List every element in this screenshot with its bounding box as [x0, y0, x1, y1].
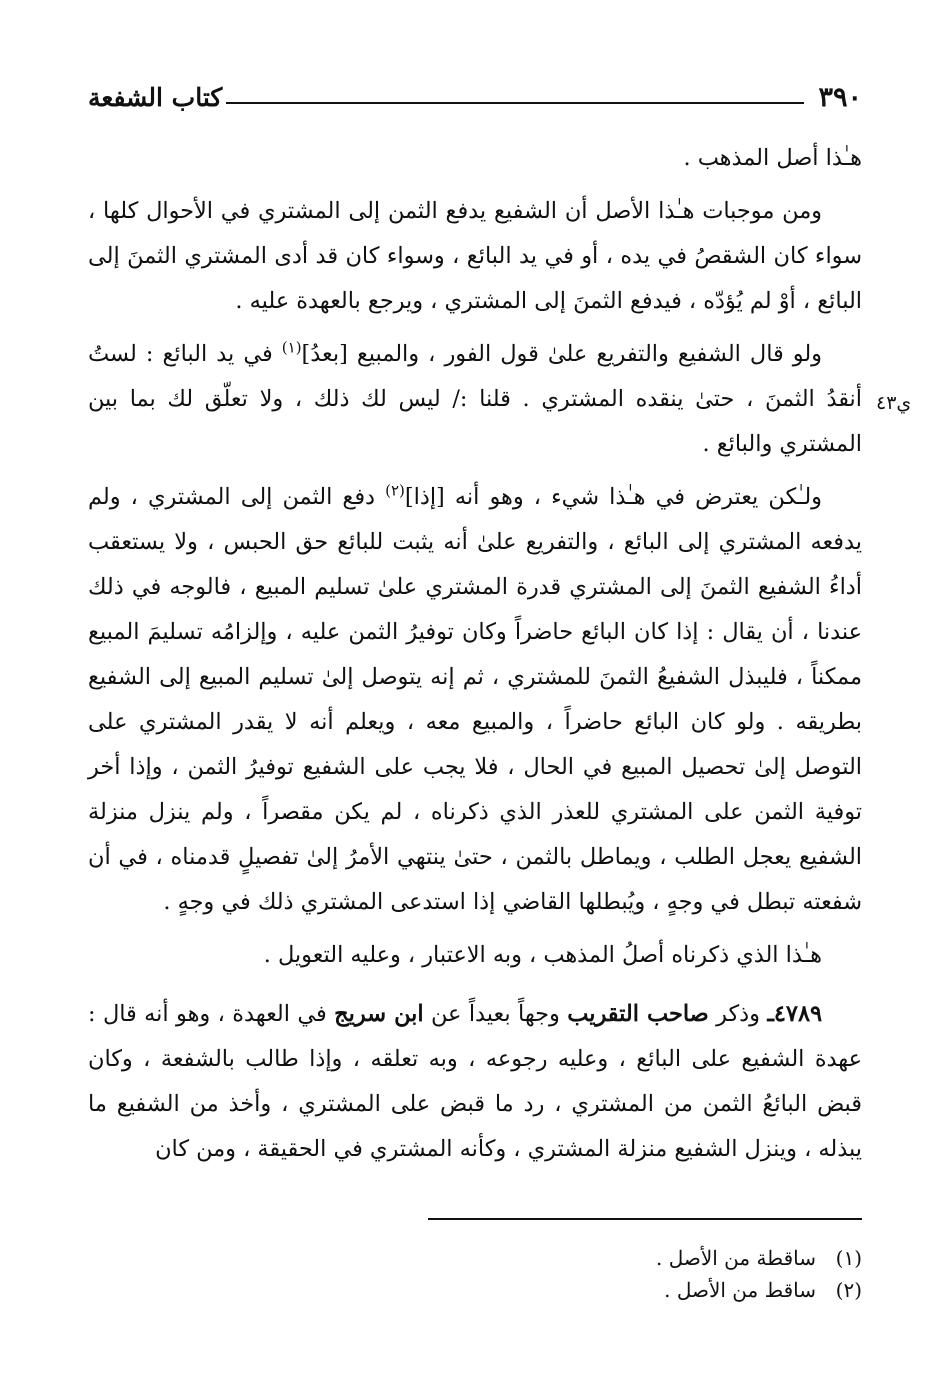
header-rule: [226, 102, 804, 104]
footnote-text: ساقط من الأصل .: [664, 1278, 816, 1302]
margin-page-reference: ي٤٣: [876, 392, 912, 414]
paragraph-4-text-a: ولـٰكن يعترض في هـٰذا شيء ، وهو أنه [إذا]: [404, 484, 822, 510]
paragraph-3: [88, 332, 862, 467]
footnote-marker-1[interactable]: (١): [281, 338, 302, 357]
paragraph-5: هـٰذا الذي ذكرناه أصلُ المذهب ، وبه الاعتبار ، وعليه التعويل .: [263, 942, 822, 968]
footnote-1: [262, 1242, 862, 1274]
paragraph-6-text-a: وذكر: [708, 1001, 768, 1027]
cited-author-2: ابن سريج: [334, 1001, 424, 1027]
page-header: [88, 78, 862, 118]
main-text: [88, 136, 862, 1172]
paragraph-3-text-a: ولو قال الشفيع والتفريع علىٰ قول الفور ، والمبيع [بعدُ]: [301, 341, 822, 367]
footnote-text: ساقطة من الأصل .: [656, 1246, 816, 1270]
footnote-number: (٢): [835, 1278, 862, 1302]
paragraph-6-text-c: في العهدة ، وهو أنه قال : عهدة الشفيع على البائع ، وعليه رجوعه ، وبه تعلقه ، وإذا طالب بالشفعة ، وكان قبض البائعُ الثمن من المشتري ، رد ما قبض على المشتري ، وأخذ من الشفيع ما يبذله ، وينزل الشفيع منزلة المشتري ، وكأنه المشتري في الحقيقة ، ومن كان: [88, 1001, 862, 1162]
paragraph-4-text-b: دفع الثمن إلى المشتري ، ولم يدفعه المشتري إلى البائع ، والتفريع علىٰ أنه يثبت للبائع حق الحبس ، ولا يستعقب أداءُ الشفيع الثمنَ إلى المشتري قدرة المشتري علىٰ تسليم المبيع ، فالوجه في ذلك عندنا ، أن يقال : إذا كان البائع حاضراً وكان توفيرُ الثمن عليه ، وإلزامُه تسليمَ المبيع ممكناً ، فليبذل الشفيعُ الثمنَ للمشتري ، ثم إنه يتوصل إلىٰ تسليم المبيع إلى الشفيع بطريقه . ولو كان البائع حاضراً ، والمبيع معه ، ويعلم أنه لا يقدر المشتري على التوصل إلىٰ تحصيل المبيع في الحال ، فلا يجب على الشفيع توفيرُ الثمن ، وإذا أخر توفية الثمن على المشتري للعذر الذي ذكرناه ، لم يكن مقصراً ، ولم ينزل منزلة الشفيع يعجل الطلب ، ويماطل بالثمن ، حتىٰ ينتهي الأمرُ إلىٰ تفصيلٍ قدمناه ، في أن شفعته تبطل في وجهٍ ، ويُبطلها القاضي إذا استدعى المشتري ذلك في وجهٍ .: [88, 484, 862, 915]
footnote-number: (١): [835, 1246, 862, 1270]
issue-number: ٤٧٨٩ـ: [767, 1001, 823, 1027]
paragraph-4: [88, 475, 862, 925]
paragraph-3-text-b: في يد البائع : لستُ أنقدُ الثمنَ ، حتىٰ ينقده المشتري . قلنا :/ ليس لك ذلك ، ولا تعلّق لك بما بين المشتري والبائع .: [88, 341, 862, 457]
footnotes: [262, 1242, 862, 1306]
footnote-2: [262, 1274, 862, 1306]
paragraph-6: [88, 992, 862, 1172]
paragraph-2: ومن موجبات هـٰذا الأصل أن الشفيع يدفع الثمن إلى المشتري في الأحوال كلها ، سواء كان الشقصُ في يده ، أو في يد البائع ، وسواء كان قد أدى المشتري الثمنَ إلى البائع ، أوْ لم يُؤدّه ، فيدفع الثمنَ إلى المشتري ، ويرجع بالعهدة عليه .: [88, 198, 862, 314]
footnote-divider: [428, 1218, 862, 1220]
paragraph-1: هـٰذا أصل المذهب .: [683, 145, 862, 171]
cited-author-1: صاحب التقريب: [567, 1001, 709, 1027]
book-title: كتاب الشفعة: [88, 83, 223, 112]
page-number: ٣٩٠: [818, 82, 862, 113]
paragraph-6-text-b: وجهاً بعيداً عن: [423, 1001, 568, 1027]
footnote-marker-2[interactable]: (٢): [385, 481, 405, 500]
